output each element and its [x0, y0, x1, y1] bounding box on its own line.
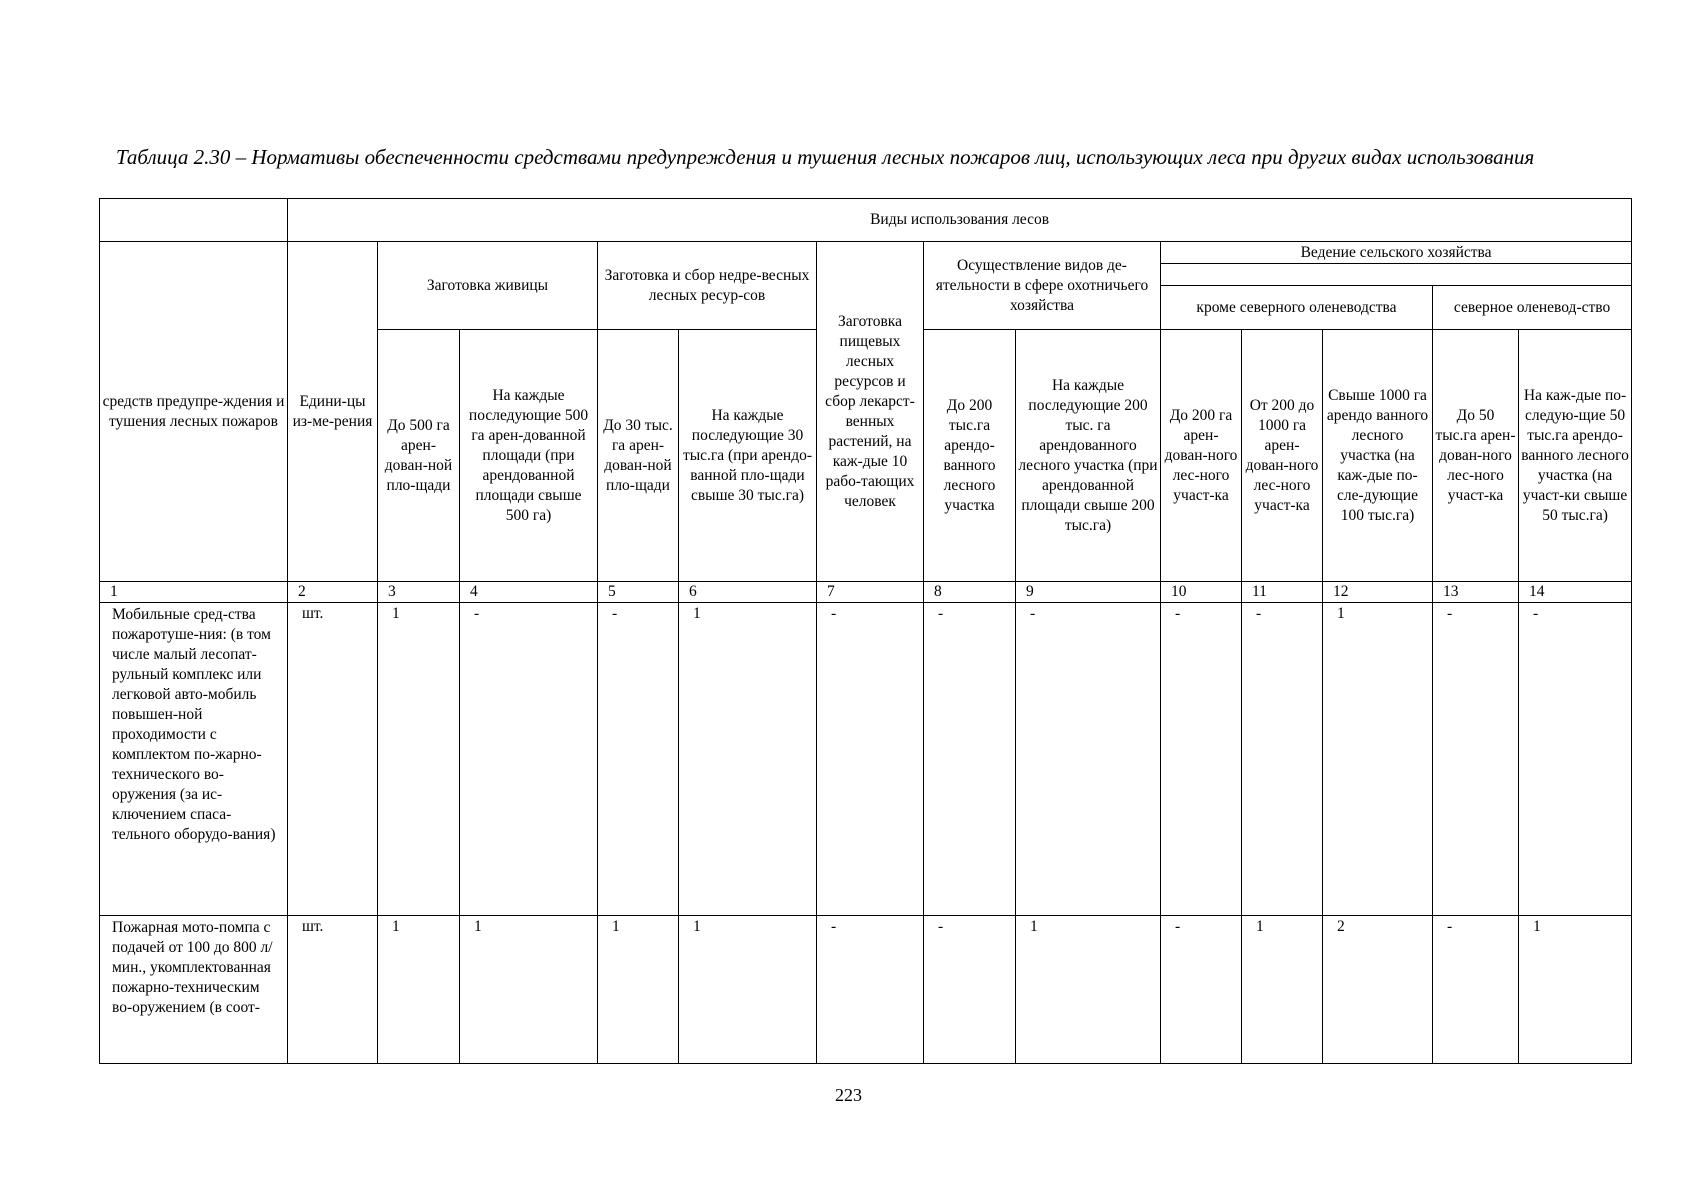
header-nontimber: Заготовка и сбор недре-весных лесных ресур-сов [598, 242, 817, 330]
row-value: 1 [598, 916, 679, 1064]
row-unit: шт. [288, 603, 378, 916]
header-forest-use-types: Виды использования лесов [288, 199, 1632, 242]
page-number: 223 [835, 1085, 862, 1105]
row-unit: шт. [288, 916, 378, 1064]
row-value: - [1433, 916, 1519, 1064]
row-value: - [817, 603, 924, 916]
header-agri-except-reindeer: кроме северного оленеводства [1161, 286, 1433, 330]
table-row [100, 603, 1632, 916]
row-value: 1 [378, 603, 460, 916]
row-value: - [1161, 916, 1242, 1064]
header-agriculture: Ведение сельского хозяйства [1161, 242, 1632, 264]
row-value: - [1161, 603, 1242, 916]
row-value: - [598, 603, 679, 916]
column-number: 14 [1519, 582, 1632, 603]
header-hunting: Осуществление видов де-ятельности в сфере охотничьего хозяйства [924, 242, 1161, 330]
column-number: 3 [378, 582, 460, 603]
row-value: 1 [679, 603, 817, 916]
row-value: 1 [378, 916, 460, 1064]
column-number: 6 [679, 582, 817, 603]
header-nontimber-sub2: На каждые последующие 30 тыс.га (при арендо-ванной пло-щади свыше 30 тыс.га) [679, 330, 817, 582]
row-value: 1 [1323, 603, 1433, 916]
column-number: 8 [924, 582, 1016, 603]
row-value: - [924, 916, 1016, 1064]
norms-table [99, 198, 1632, 1064]
header-resin: Заготовка живицы [378, 242, 598, 330]
row-value: 1 [460, 916, 598, 1064]
table-row [100, 916, 1632, 1064]
header-nontimber-sub1: До 30 тыс. га арен-дован-ной пло-щади [598, 330, 679, 582]
row-value: - [1016, 603, 1161, 916]
header-agri-except-sub1: До 200 га арен-дован-ного лес-ного участ-ка [1161, 330, 1242, 582]
header-agri-reindeer-sub1: До 50 тыс.га арен-дован-ного лес-ного участ-ка [1433, 330, 1519, 582]
row-value: - [1519, 603, 1632, 916]
row-value: 2 [1323, 916, 1433, 1064]
column-number: 11 [1242, 582, 1323, 603]
header-agri-except-sub2: От 200 до 1000 га арен-дован-ного лес-ного участ-ка [1242, 330, 1323, 582]
column-number: 13 [1433, 582, 1519, 603]
header-empty-cell [100, 199, 288, 242]
row-means-name: Пожарная мото-помпа с подачей от 100 до 800 л/мин., укомплектованная пожарно-техническим во-оружением (в соот- [100, 916, 288, 1064]
row-value: - [1433, 603, 1519, 916]
column-number: 1 [100, 582, 288, 603]
header-means: средств предупре-ждения и тушения лесных пожаров [100, 242, 288, 582]
row-means-name: Мобильные сред-ства пожаротуше-ния: (в том числе малый лесопат-рульный комплекс или легковой авто-мобиль повышен-ной проходимости с комплектом по-жарно-технического во-оружения (за ис-ключением спаса-тельного оборудо-вания) [100, 603, 288, 916]
header-hunting-sub1: До 200 тыс.га арендо-ванного лесного участка [924, 330, 1016, 582]
column-number: 10 [1161, 582, 1242, 603]
row-value: - [460, 603, 598, 916]
row-value: - [1242, 603, 1323, 916]
header-hunting-sub2: На каждые последующие 200 тыс. га арендованного лесного участка (при арендованной площади свыше 200 тыс.га) [1016, 330, 1161, 582]
header-agri-reindeer: северное оленевод-ство [1433, 286, 1632, 330]
row-value: 1 [1519, 916, 1632, 1064]
row-value: 1 [1016, 916, 1161, 1064]
header-agriculture-spacer [1161, 264, 1632, 286]
row-value: - [817, 916, 924, 1064]
row-value: - [924, 603, 1016, 916]
header-resin-sub1: До 500 га арен-дован-ной пло-щади [378, 330, 460, 582]
header-agri-reindeer-sub2: На каж-дые по-следую-щие 50 тыс.га арендо-ванного лесного участка (на участ-ки свыше 50 тыс.га) [1519, 330, 1632, 582]
column-number: 5 [598, 582, 679, 603]
column-number: 4 [460, 582, 598, 603]
row-value: 1 [679, 916, 817, 1064]
column-number: 9 [1016, 582, 1161, 603]
header-unit: Едини-цы из-ме-рения [288, 242, 378, 582]
column-number-row [100, 582, 1632, 603]
header-resin-sub2: На каждые последующие 500 га арен-дованной площади (при арендованной площади свыше 500 га) [460, 330, 598, 582]
column-number: 7 [817, 582, 924, 603]
header-food: Заготовка пищевых лесных ресурсов и сбор лекарст-венных растений, на каж-дые 10 рабо-тающих человек [817, 242, 924, 582]
header-agri-except-sub3: Свыше 1000 га арендо ванного лесного участка (на каж-дые по-сле-дующие 100 тыс.га) [1323, 330, 1433, 582]
column-number: 2 [288, 582, 378, 603]
row-value: 1 [1242, 916, 1323, 1064]
table-caption: Таблица 2.30 – Нормативы обеспеченности средствами предупреждения и тушения лесных пожаров лиц, использующих леса при других видах использования [116, 145, 1535, 169]
column-number: 12 [1323, 582, 1433, 603]
